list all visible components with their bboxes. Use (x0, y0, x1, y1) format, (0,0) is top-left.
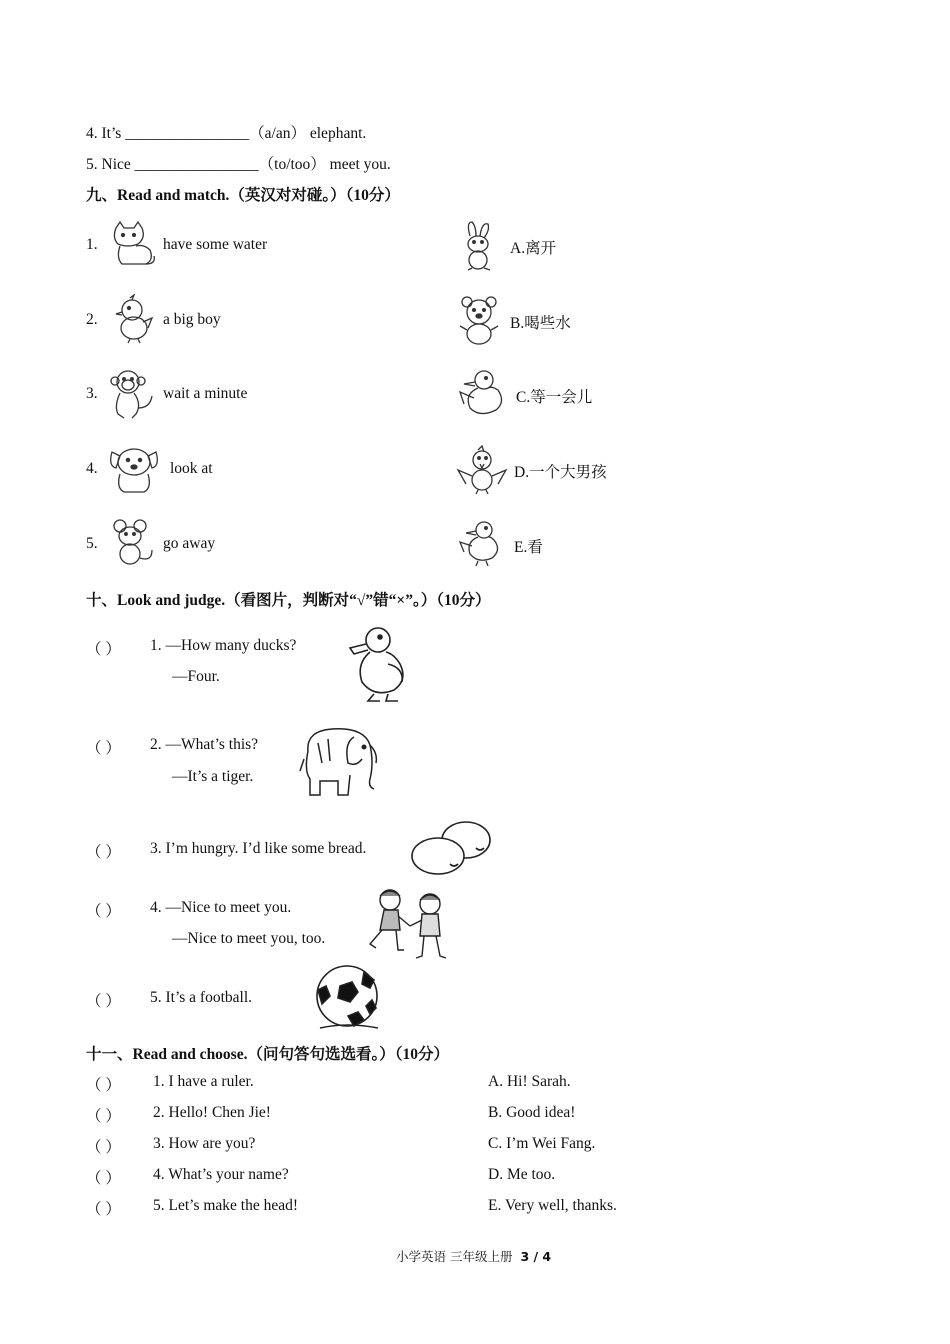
judge-answer: —Four. (172, 668, 220, 685)
choose-paren[interactable]: （ ） (86, 1201, 121, 1218)
choose-question: 1. I have a ruler. (153, 1073, 254, 1090)
match-left-num: 5. (86, 535, 98, 552)
eggs-icon (410, 818, 494, 878)
judge-question: 2. —What’s this? (150, 736, 259, 753)
match-left-num: 1. (86, 236, 98, 253)
fill-item-4: 4. It’s ________________（a/an） elephant. (86, 125, 367, 142)
judge-answer: —It’s a tiger. (172, 768, 254, 785)
match-right-text: C.等一会儿 (516, 389, 593, 406)
match-left-text: wait a minute (163, 385, 248, 402)
choose-paren[interactable]: （ ） (86, 1077, 121, 1094)
judge-paren[interactable]: （ ） (86, 993, 121, 1010)
elephant-icon (298, 723, 380, 799)
judge-paren[interactable]: （ ） (86, 641, 121, 658)
section10-heading: 十、Look and judge.（看图片，判断对“√”错“×”。）（10分） (86, 592, 491, 609)
duck-icon (456, 368, 510, 420)
choose-paren[interactable]: （ ） (86, 1170, 121, 1187)
match-right-text: D.一个大男孩 (514, 464, 607, 481)
choose-answer: B. Good idea! (488, 1104, 576, 1121)
choose-question: 3. How are you? (153, 1135, 256, 1152)
page-footer (396, 1247, 551, 1265)
handshake-icon (366, 886, 452, 962)
judge-answer: —Nice to meet you, too. (172, 930, 326, 947)
match-left-num: 4. (86, 460, 98, 477)
chick-icon (110, 294, 154, 344)
judge-paren[interactable]: （ ） (86, 844, 121, 861)
match-left-num: 2. (86, 311, 98, 328)
football-icon (312, 964, 382, 1032)
choose-answer: D. Me too. (488, 1166, 556, 1183)
choose-paren[interactable]: （ ） (86, 1108, 121, 1125)
choose-answer: A. Hi! Sarah. (488, 1073, 571, 1090)
fill-item-5: 5. Nice ________________（to/too） meet you. (86, 156, 391, 173)
footer-subject: 小学英语 三年级上册 (396, 1249, 513, 1264)
match-right-text: B.喝些水 (510, 315, 571, 332)
duck-icon (348, 624, 412, 702)
judge-paren[interactable]: （ ） (86, 740, 121, 757)
bear-icon (456, 294, 502, 346)
judge-question: 1. —How many ducks? (150, 637, 297, 654)
mouse-icon (106, 518, 156, 568)
choose-answer: C. I’m Wei Fang. (488, 1135, 596, 1152)
match-left-text: have some water (163, 236, 268, 253)
match-left-text: look at (170, 460, 213, 477)
bird-icon (456, 444, 508, 496)
match-right-text: E.看 (514, 539, 543, 556)
match-left-num: 3. (86, 385, 98, 402)
choose-question: 2. Hello! Chen Jie! (153, 1104, 271, 1121)
judge-question: 5. It’s a football. (150, 989, 253, 1006)
match-left-text: a big boy (163, 311, 221, 328)
choose-question: 5. Let’s make the head! (153, 1197, 299, 1214)
section11-heading: 十一、Read and choose.（问句答句选选看。）（10分） (86, 1046, 449, 1063)
choose-question: 4. What’s your name? (153, 1166, 289, 1183)
page-number: 3 / 4 (520, 1249, 552, 1264)
choose-answer: E. Very well, thanks. (488, 1197, 617, 1214)
monkey-icon (106, 368, 156, 420)
cat-icon (106, 220, 158, 270)
match-left-text: go away (163, 535, 216, 552)
duckling-icon (456, 518, 506, 568)
judge-question: 3. I’m hungry. I’d like some bread. (150, 840, 367, 857)
judge-paren[interactable]: （ ） (86, 903, 121, 920)
rabbit-icon (456, 220, 500, 272)
judge-question: 4. —Nice to meet you. (150, 899, 292, 916)
choose-paren[interactable]: （ ） (86, 1139, 121, 1156)
puppy-icon (106, 444, 162, 496)
section9-heading: 九、Read and match.（英汉对对碰。）（10分） (86, 187, 400, 204)
match-right-text: A.离开 (510, 240, 557, 257)
